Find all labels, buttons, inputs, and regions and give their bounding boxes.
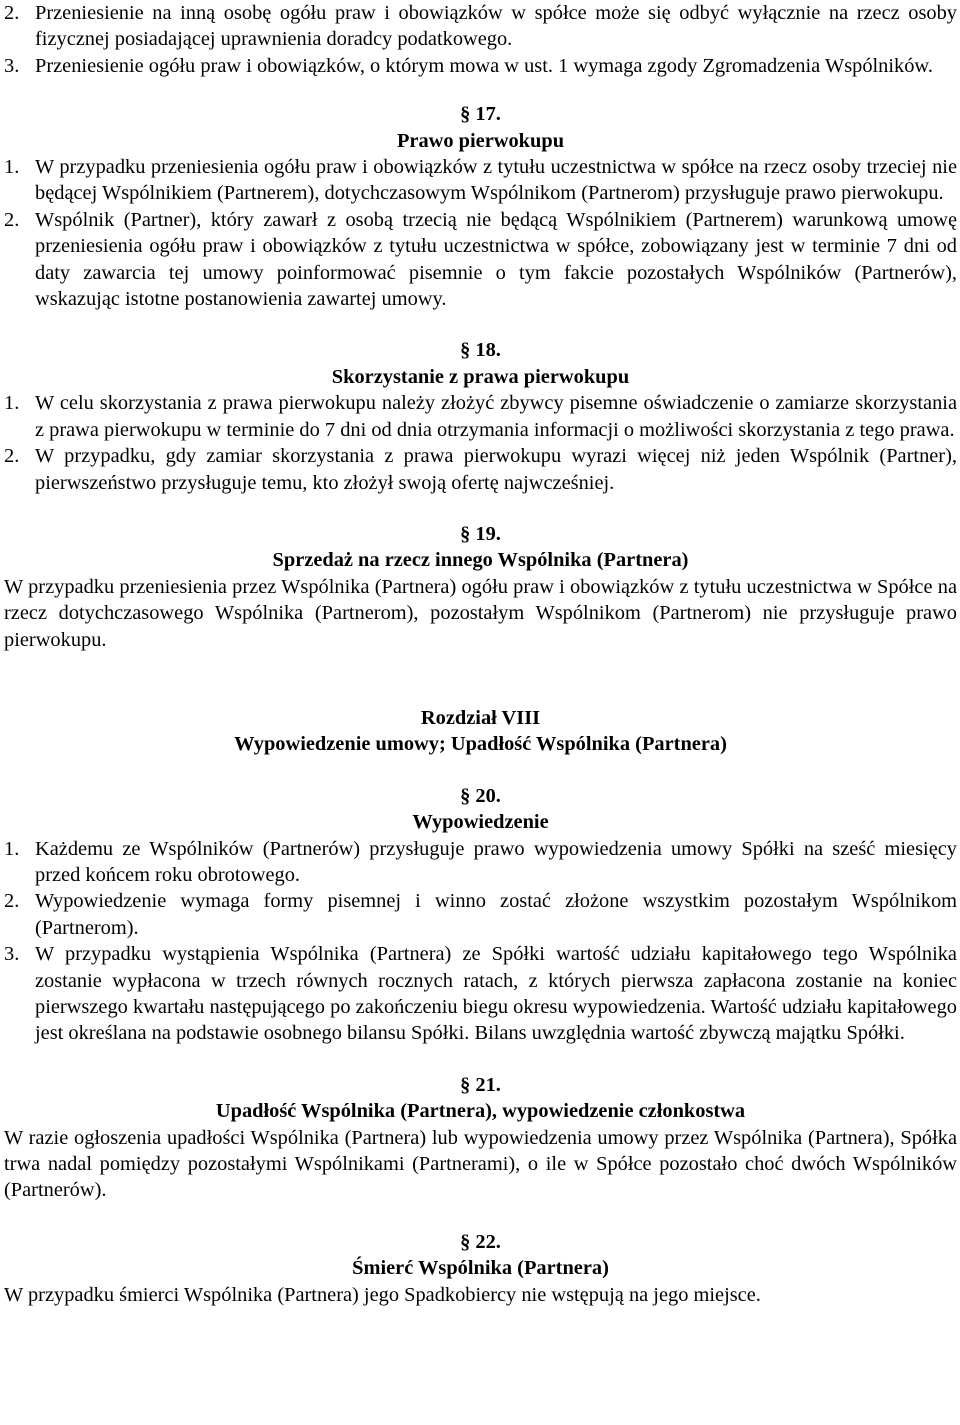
item-text: W celu skorzystania z prawa pierwokupu należy złożyć zbywcy pisemne oświadczenie o zamiarze skorzystania z prawa pierwokupu w terminie do 7 dni od dnia otrzymania informacji o możliwości skorzystania z tego prawa. (35, 392, 957, 441)
chapter-subtitle: Wypowiedzenie umowy; Upadłość Wspólnika (Partnera) (234, 733, 727, 756)
section-18-paragraph-2 (4, 443, 957, 496)
section-title-18: Skorzystanie z prawa pierwokupu (331, 365, 630, 388)
section-number-19: § 19. (460, 522, 501, 545)
document-body (4, 0, 957, 1308)
section-17-paragraph-2 (4, 207, 957, 313)
section-20-paragraph-2 (4, 888, 957, 941)
item-text: Przeniesienie na inną osobę ogółu praw i obowiązków w spółce może się odbyć wyłącznie na rzecz osoby fizycznej posiadającej uprawnienia doradcy podatkowego. (35, 2, 957, 51)
section-title-20: Wypowiedzenie (412, 811, 549, 834)
section-22-paragraph: W przypadku śmierci Wspólnika (Partnera) jego Spadkobiercy nie wstępują na jego miejsce. (4, 1283, 761, 1306)
section-number-22: § 22. (460, 1230, 501, 1253)
section-title-22: Śmierć Wspólnika (Partnera) (352, 1257, 609, 1280)
section-number-21: § 21. (460, 1073, 501, 1096)
section-number-17: § 17. (460, 103, 501, 126)
item-number: 2. (4, 890, 20, 913)
section-21-paragraph: W razie ogłoszenia upadłości Wspólnika (Partnera) lub wypowiedzenia umowy przez Wspólnika (Partnera), Spółka trwa nadal pomiędzy pozostałymi Wspólnikami (Partnerami), o ile w Spółce pozostało choć dwóch Wspólników (Partnerów). (4, 1126, 957, 1202)
section-18-paragraph-1 (4, 390, 957, 443)
section-title-17: Prawo pierwokupu (396, 129, 565, 152)
item-text: W przypadku przeniesienia ogółu praw i obowiązków z tytułu uczestnictwa w spółce na rzecz osoby trzeciej nie będącej Wspólnikiem (Partnerem), dotychczasowym Wspólnikom (Partnerom) przysługuje prawo pierwokupu. (35, 156, 957, 205)
item-text: W przypadku, gdy zamiar skorzystania z prawa pierwokupu wyrazi więcej niż jeden Wspólnik (Partner), pierwszeństwo przysługuje temu, kto złożył swoją ofertę najwcześniej. (35, 445, 957, 494)
item-number: 1. (4, 156, 20, 179)
item-number: 2. (4, 445, 20, 468)
section-19-paragraph: W przypadku przeniesienia przez Wspólnika (Partnera) ogółu praw i obowiązków z tytułu uczestnictwa w Spółce na rzecz dotychczasowego Wspólnika (Partnerom), pozostałym Wspólnikom (Partnerom) nie przysługuje prawo pierwokupu. (4, 575, 957, 651)
section-number-20: § 20. (460, 784, 501, 807)
paragraph-2 (4, 0, 957, 53)
section-20-paragraph-1 (4, 836, 957, 889)
item-number: 3. (4, 943, 20, 966)
paragraph-3 (4, 53, 957, 79)
item-number: 1. (4, 837, 20, 860)
section-title-19: Sprzedaż na rzecz innego Wspólnika (Partnera) (272, 549, 689, 572)
section-title-21: Upadłość Wspólnika (Partnera), wypowiedzenie członkostwa (215, 1100, 746, 1123)
item-text: Wspólnik (Partner), który zawarł z osobą trzecią nie będącą Wspólnikiem (Partnerem) warunkową umowę przeniesienia ogółu praw i obowiązków z tytułu uczestnictwa w spółce, zobowiązany jest w terminie 7 dni od daty zawarcia tej umowy poinformować pisemnie o tym fakcie pozostałych Wspólników (Partnerów), wskazując istotne postanowienia zawartej umowy. (35, 208, 957, 311)
item-text: W przypadku wystąpienia Wspólnika (Partnera) ze Spółki wartość udziału kapitałowego tego Wspólnika zostanie wypłacona w trzech równych rocznych ratach, z których pierwsza zapłacona zostanie na koniec pierwszego kwartału następującego po zakończeniu biegu okresu wypowiedzenia. Wartość udziału kapitałowego jest określana na podstawie osobnego bilansu Spółki. Bilans uwzględnia wartość zbywczą majątku Spółki. (35, 943, 957, 1045)
item-number: 2. (4, 2, 20, 24)
item-text: Wypowiedzenie wymaga formy pisemnej i winno zostać złożone wszystkim pozostałym Wspólnikom (Partnerom). (35, 890, 957, 939)
section-17-paragraph-1 (4, 154, 957, 207)
section-number-18: § 18. (460, 339, 501, 362)
item-text: Każdemu ze Wspólników (Partnerów) przysługuje prawo wypowiedzenia umowy Spółki na sześć miesięcy przed końcem roku obrotowego. (35, 837, 957, 886)
section-20-paragraph-3 (4, 941, 957, 1047)
item-number: 2. (4, 208, 20, 231)
item-number: 3. (4, 54, 20, 77)
item-number: 1. (4, 392, 20, 415)
item-text: Przeniesienie ogółu praw i obowiązków, o którym mowa w ust. 1 wymaga zgody Zgromadzenia Wspólników. (35, 54, 933, 77)
chapter-title: Rozdział VIII (420, 706, 541, 729)
